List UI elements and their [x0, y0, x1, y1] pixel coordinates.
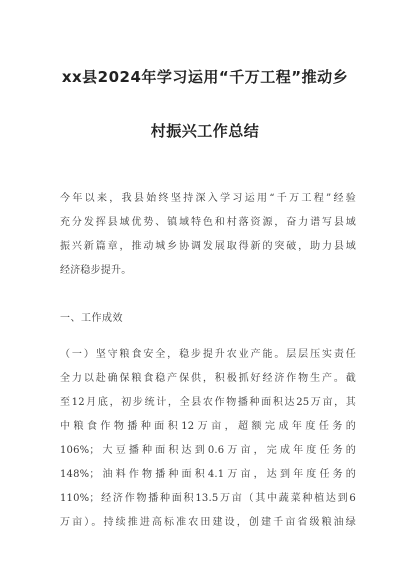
section-heading: 一、工作成效: [60, 313, 123, 324]
body-line: 110%；经济作物播种面积13.5万亩（其中蔬菜种植达到6: [60, 493, 356, 504]
body-line: （一）坚守粮食安全，稳步提升农业产能。层层压实责任: [60, 349, 356, 360]
intro-line: 今年以来，我县始终坚持深入学习运用“千万工程”经验: [60, 193, 356, 204]
body-line: 至12月底，初步统计，全县农作物播种面积达25万亩，其: [60, 397, 356, 408]
body-line: 106%；大豆播种面积达到0.6万亩，完成年度任务的: [60, 445, 356, 456]
body-line: 中粮食作物播种面积12万亩，超额完成年度任务的: [60, 421, 356, 432]
document-title-line-2: 村振兴工作总结: [150, 122, 260, 140]
intro-line: 振兴新篇章，推动城乡协调发展取得新的突破，助力县域: [60, 241, 356, 252]
intro-line: 经济稳步提升。: [60, 265, 132, 276]
intro-line: 充分发挥县域优势、镇域特色和村落资源，奋力谱写县域: [60, 217, 356, 228]
body-line: 148%；油料作物播种面积4.1万亩，达到年度任务的: [60, 469, 356, 480]
body-line: 万亩）。持续推进高标准农田建设，创建千亩省级粮油绿: [60, 517, 356, 528]
body-line: 全力以赴确保粮食稳产保供，积极抓好经济作物生产。截: [60, 373, 356, 384]
document-title-line-1: xx县2024年学习运用“千万工程”推动乡: [61, 68, 349, 86]
